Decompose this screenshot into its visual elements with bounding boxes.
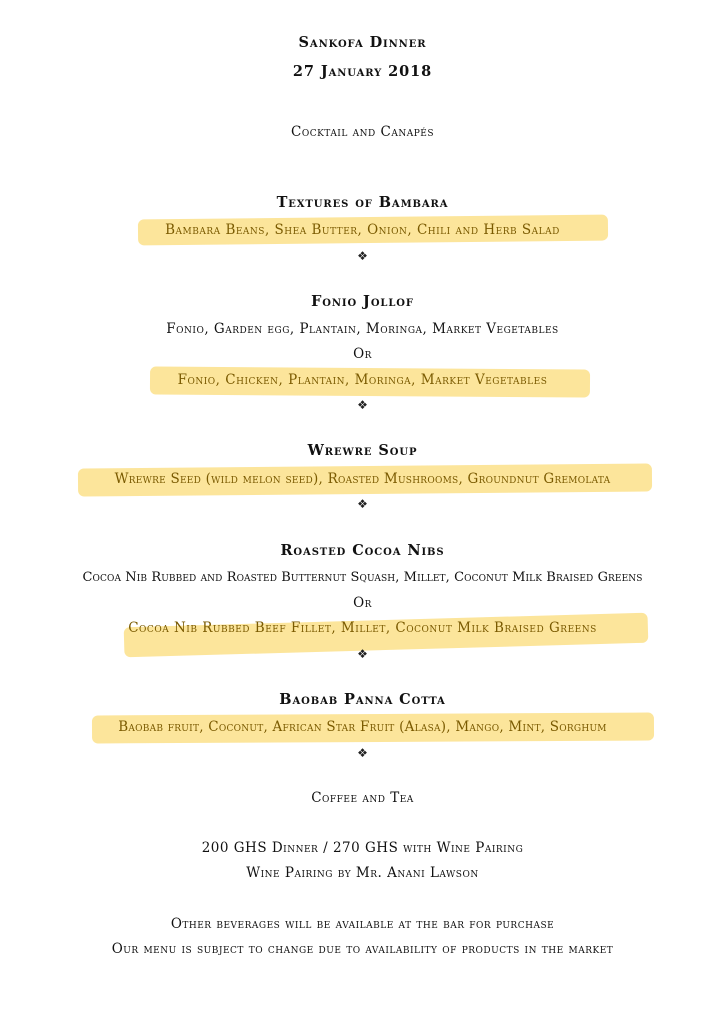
price-line: 200 GHS Dinner / 270 GHS with Wine Pairing — [201, 840, 524, 856]
divider-icon: ❖ — [357, 647, 368, 661]
or-separator: Or — [353, 595, 372, 611]
divider-icon: ❖ — [357, 746, 368, 760]
course-heading-fonio-jollof: Fonio Jollof — [311, 293, 414, 310]
course-heading-textures-of-bambara: Textures of Bambara — [276, 194, 449, 211]
menu-change-note: Our menu is subject to change due to availability of products in the market — [111, 941, 614, 957]
closing-course: Coffee and Tea — [311, 790, 414, 806]
course-item-butternut-squash: Cocoa Nib Rubbed and Roasted Butternut Squash, Millet, Coconut Milk Braised Greens — [82, 570, 643, 585]
course-item-beef-fillet: Cocoa Nib Rubbed Beef Fillet, Millet, Coconut Milk Braised Greens — [128, 620, 597, 636]
menu-date: 27 January 2018 — [292, 63, 433, 80]
course-item-fonio-garden-egg: Fonio, Garden egg, Plantain, Moringa, Market Vegetables — [166, 321, 559, 337]
wine-pairing-credit: Wine Pairing by Mr. Anani Lawson — [246, 865, 479, 881]
course-heading-roasted-cocoa-nibs: Roasted Cocoa Nibs — [280, 542, 445, 559]
course-item-wrewre-seed: Wrewre Seed (wild melon seed), Roasted Mushrooms, Groundnut Gremolata — [114, 471, 611, 487]
course-heading-wrewre-soup: Wrewre Soup — [307, 442, 418, 459]
divider-icon: ❖ — [357, 497, 368, 511]
or-separator: Or — [353, 346, 372, 362]
opening-course: Cocktail and Canapés — [290, 124, 435, 140]
menu-title: Sankofa Dinner — [298, 34, 427, 51]
course-item-baobab-fruit: Baobab fruit, Coconut, African Star Fruit (Alasa), Mango, Mint, Sorghum — [118, 719, 607, 735]
divider-icon: ❖ — [357, 249, 368, 263]
course-heading-baobab-panna-cotta: Baobab Panna Cotta — [279, 691, 446, 708]
divider-icon: ❖ — [357, 398, 368, 412]
beverages-note: Other beverages will be available at the bar for purchase — [170, 916, 555, 932]
course-item-bambara: Bambara Beans, Shea Butter, Onion, Chili and Herb Salad — [165, 222, 560, 238]
course-item-fonio-chicken: Fonio, Chicken, Plantain, Moringa, Market Vegetables — [177, 372, 548, 388]
